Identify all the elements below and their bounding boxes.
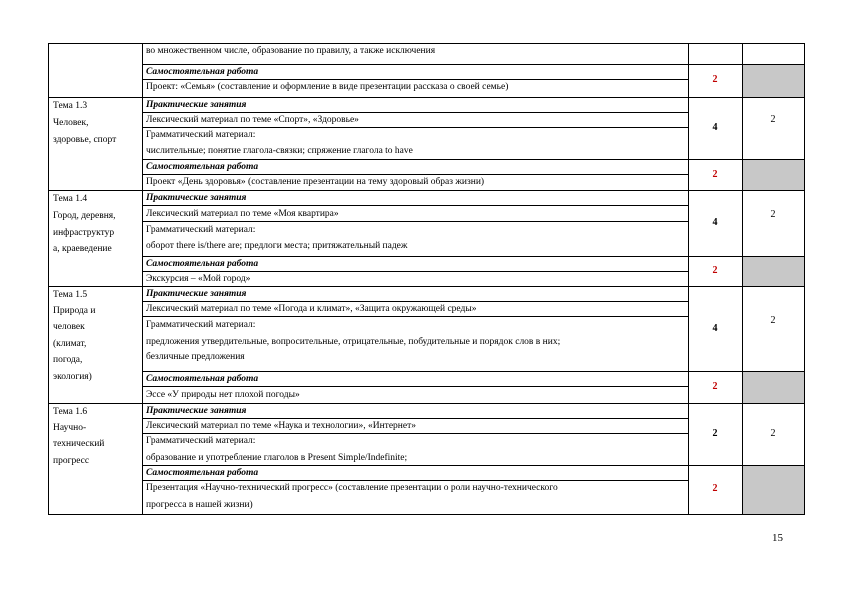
self-study-heading: Самостоятельная работа <box>146 259 259 269</box>
table-border <box>142 159 805 160</box>
shade-cell <box>742 371 804 403</box>
topic-title-line: Человек, <box>53 118 89 128</box>
topic-title-line: Тема 1.5 <box>53 290 88 300</box>
table-border <box>48 514 805 515</box>
self-study-heading: Самостоятельная работа <box>146 468 259 478</box>
grammar-title: Грамматический материал: <box>146 130 256 140</box>
shade-cell <box>742 256 804 286</box>
self-study-content: Проект «День здоровья» (составление презентации на тему здоровый образ жизни) <box>146 177 485 187</box>
topic-title-line: Научно- <box>53 423 87 433</box>
level-cell: 2 <box>770 114 776 125</box>
lexical-material: Лексический материал по теме «Погода и климат», «Защита окружающей среды» <box>146 304 477 314</box>
topic-title-line: экология) <box>53 372 92 382</box>
self-study-heading: Самостоятельная работа <box>146 374 259 384</box>
table-border <box>142 112 688 113</box>
grammar-content: образование и употребление глаголов в Present Simple/Indefinite; <box>146 453 408 463</box>
self-study-heading: Самостоятельная работа <box>146 67 259 77</box>
self-study-content: Проект: «Семья» (составление и оформление в виде презентации рассказа о своей семье) <box>146 82 509 92</box>
hours-cell: 4 <box>712 122 718 133</box>
grammar-content: безличные предложения <box>146 352 245 362</box>
hours-cell: 2 <box>712 74 718 85</box>
practice-heading: Практические занятия <box>146 193 247 203</box>
topic-title-line: погода, <box>53 355 83 365</box>
table-border <box>142 271 688 272</box>
topic-title-line: инфраструктур <box>53 228 115 238</box>
self-study-content: Презентация «Научно-технический прогресс» (составление презентации о роли научно-технического <box>146 483 558 493</box>
grammar-content: оборот there is/there are; предлоги места; притяжательный падеж <box>146 241 408 251</box>
table-border <box>142 221 688 222</box>
table-border <box>142 480 688 481</box>
self-study-content: Эссе «У природы нет плохой погоды» <box>146 390 300 400</box>
hours-cell: 2 <box>712 483 718 494</box>
table-border <box>142 256 805 257</box>
topic-title-line: Природа и <box>53 306 96 316</box>
table-border <box>48 403 805 404</box>
topic-title-line: здоровье, спорт <box>53 135 117 145</box>
shade-cell <box>742 159 804 190</box>
table-border <box>142 371 805 372</box>
table-border <box>48 190 805 191</box>
table-border <box>142 127 688 128</box>
self-study-content: Экскурсия – «Мой город» <box>146 274 251 284</box>
topic-title-line: Тема 1.6 <box>53 407 88 417</box>
level-cell: 2 <box>770 428 776 439</box>
grammar-content: числительные; понятие глагола-связки; спряжение глагола to have <box>146 146 413 156</box>
hours-cell: 2 <box>712 381 718 392</box>
table-border <box>142 301 688 302</box>
grammar-title: Грамматический материал: <box>146 436 256 446</box>
table-border <box>48 286 805 287</box>
hours-cell: 2 <box>712 428 718 439</box>
table-border <box>142 43 143 514</box>
grammar-title: Грамматический материал: <box>146 225 256 235</box>
hours-cell: 2 <box>712 169 718 180</box>
lexical-material: Лексический материал по теме «Моя квартира» <box>146 209 339 219</box>
lexical-material: Лексический материал по теме «Наука и технологии», «Интернет» <box>146 421 416 431</box>
level-cell: 2 <box>770 209 776 220</box>
table-border <box>142 465 805 466</box>
page-number: 15 <box>772 532 783 544</box>
shade-cell <box>742 465 804 514</box>
hours-cell: 4 <box>712 217 718 228</box>
topic-title-line: Тема 1.3 <box>53 101 88 111</box>
grammar-title: Грамматический материал: <box>146 320 256 330</box>
table-border <box>688 43 689 514</box>
table-border <box>142 418 688 419</box>
table-border <box>804 43 805 514</box>
level-cell: 2 <box>770 315 776 326</box>
table-border <box>142 205 688 206</box>
topic-title-line: Тема 1.4 <box>53 194 88 204</box>
table-border <box>48 43 49 514</box>
table-border <box>48 43 805 44</box>
topic-title-line: Город, деревня, <box>53 211 116 221</box>
topic-title-line: прогресс <box>53 456 90 466</box>
topic-title-line: технический <box>53 439 105 449</box>
practice-heading: Практические занятия <box>146 100 247 110</box>
practice-heading: Практические занятия <box>146 289 247 299</box>
table-border <box>142 316 688 317</box>
table-border <box>142 79 688 80</box>
self-study-content: прогресса в нашей жизни) <box>146 500 253 510</box>
hours-cell: 2 <box>712 265 718 276</box>
lexical-material: Лексический материал по теме «Спорт», «Здоровье» <box>146 115 359 125</box>
table-border <box>142 386 688 387</box>
table-border <box>142 433 688 434</box>
self-study-heading: Самостоятельная работа <box>146 162 259 172</box>
topic-title-line: а, краеведение <box>53 244 112 254</box>
practice-heading: Практические занятия <box>146 406 247 416</box>
table-border <box>142 64 805 65</box>
topic-title-line: (климат, <box>53 339 87 349</box>
shade-cell <box>742 64 804 97</box>
table-border <box>142 174 688 175</box>
hours-cell: 4 <box>712 323 718 334</box>
row-content: во множественном числе, образование по правилу, а также исключения <box>146 46 436 56</box>
topic-title-line: человек <box>53 322 85 332</box>
grammar-content: предложения утвердительные, вопросительные, отрицательные, побудительные и порядок слов в них; <box>146 337 561 347</box>
table-border <box>48 97 805 98</box>
